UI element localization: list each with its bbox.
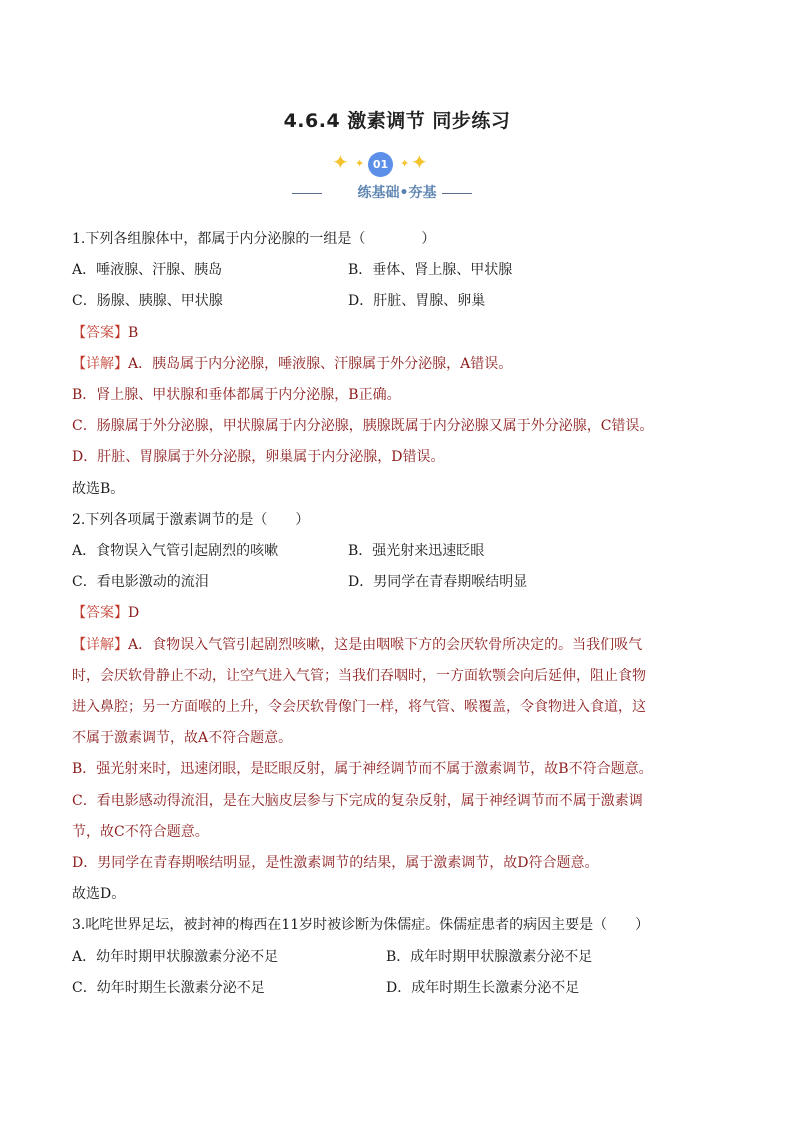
option-a: A．幼年时期甲状腺激素分泌不足 xyxy=(72,948,279,965)
detail-line: B．肾上腺、甲状腺和垂体都属于内分泌腺，B正确。 xyxy=(72,387,401,404)
question-stem: 3.叱咤世界足坛，被封神的梅西在11岁时被诊断为侏儒症。侏儒症患者的病因主要是（ ） xyxy=(72,917,650,934)
section-label: 练基础•夯基 xyxy=(357,185,437,201)
detail-tag: 【详解】 xyxy=(72,355,128,372)
page-title: 4.6.4 激素调节 同步练习 xyxy=(283,110,511,132)
answer-value: B xyxy=(128,324,139,341)
sparkle-icon: ✦ xyxy=(332,150,349,174)
question-stem: 2.下列各项属于激素调节的是（ ） xyxy=(72,511,310,528)
option-c: C．肠腺、胰腺、甲状腺 xyxy=(72,293,223,310)
answer-line xyxy=(72,318,732,349)
sparkle-icon: ✦ xyxy=(355,157,365,170)
detail-line: 进入鼻腔；另一方面喉的上升，令会厌软骨像门一样，将气管、喉覆盖，令食物进入食道，这 xyxy=(72,699,646,716)
detail-line: 【详解】A．食物误入气管引起剧烈咳嗽，这是由咽喉下方的会厌软骨所决定的。当我们吸气 xyxy=(72,636,643,653)
answer-tag: 【答案】 xyxy=(72,605,128,622)
detail-line: C．肠腺属于外分泌腺，甲状腺属于内分泌腺，胰腺既属于内分泌腺又属于外分泌腺，C错误。 xyxy=(72,418,654,435)
option-b: B．强光射来迅速眨眼 xyxy=(348,543,485,560)
question-content xyxy=(72,224,732,1004)
detail-line: C．看电影感动得流泪，是在大脑皮层参与下完成的复杂反射，属于神经调节而不属于激素调 xyxy=(72,792,643,809)
detail-line: 时，会厌软骨静止不动，让空气进入气管；当我们吞咽时，一方面软颚会向后延伸，阻止食物 xyxy=(72,667,646,684)
question-stem: 1.下列各组腺体中，都属于内分泌腺的一组是（ ） xyxy=(72,231,436,247)
options-row xyxy=(72,567,732,598)
options-row xyxy=(72,536,732,567)
detail-tag: 【详解】 xyxy=(72,636,128,653)
divider xyxy=(442,193,472,194)
option-b: B．成年时期甲状腺激素分泌不足 xyxy=(386,948,593,965)
option-c: C．看电影激动的流泪 xyxy=(72,574,209,591)
detail-line: 节，故C不符合题意。 xyxy=(72,823,209,840)
detail-line: D．男同学在青春期喉结明显，是性激素调节的结果，属于激素调节，故D符合题意。 xyxy=(72,855,599,872)
detail-line: D．肝脏、胃腺属于外分泌腺，卵巢属于内分泌腺，D错误。 xyxy=(72,449,445,466)
option-b: B．垂体、肾上腺、甲状腺 xyxy=(348,262,513,279)
option-d: D．成年时期生长激素分泌不足 xyxy=(386,979,580,996)
section-header xyxy=(0,182,794,204)
options-row xyxy=(72,286,732,317)
sparkle-icon: ✦ xyxy=(411,150,428,174)
answer-tag: 【答案】 xyxy=(72,324,128,341)
detail-line: 【详解】A．胰岛属于内分泌腺，唾液腺、汗腺属于外分泌腺，A错误。 xyxy=(72,355,513,372)
answer-value: D xyxy=(128,605,140,622)
options-row xyxy=(72,255,732,286)
sparkle-icon: ✦ xyxy=(400,157,410,170)
detail-line: B．强光射来时，迅速闭眼，是眨眼反射，属于神经调节而不属于激素调节，故B不符合题意。 xyxy=(72,761,653,778)
conclusion: 故选B。 xyxy=(72,480,125,497)
option-a: A．食物误入气管引起剧烈的咳嗽 xyxy=(72,543,279,560)
section-number-badge: 01 xyxy=(368,152,393,177)
detail-line: 不属于激素调节，故A不符合题意。 xyxy=(72,730,293,747)
options-row xyxy=(72,942,732,973)
option-a: A．唾液腺、汗腺、胰岛 xyxy=(72,262,223,279)
options-row xyxy=(72,973,732,1004)
conclusion: 故选D。 xyxy=(72,886,126,903)
option-c: C．幼年时期生长激素分泌不足 xyxy=(72,979,265,996)
section-badge-row xyxy=(0,150,794,178)
answer-line xyxy=(72,598,732,629)
option-d: D．男同学在青春期喉结明显 xyxy=(348,574,528,591)
option-d: D．肝脏、胃腺、卵巢 xyxy=(348,293,486,310)
divider xyxy=(292,193,322,194)
